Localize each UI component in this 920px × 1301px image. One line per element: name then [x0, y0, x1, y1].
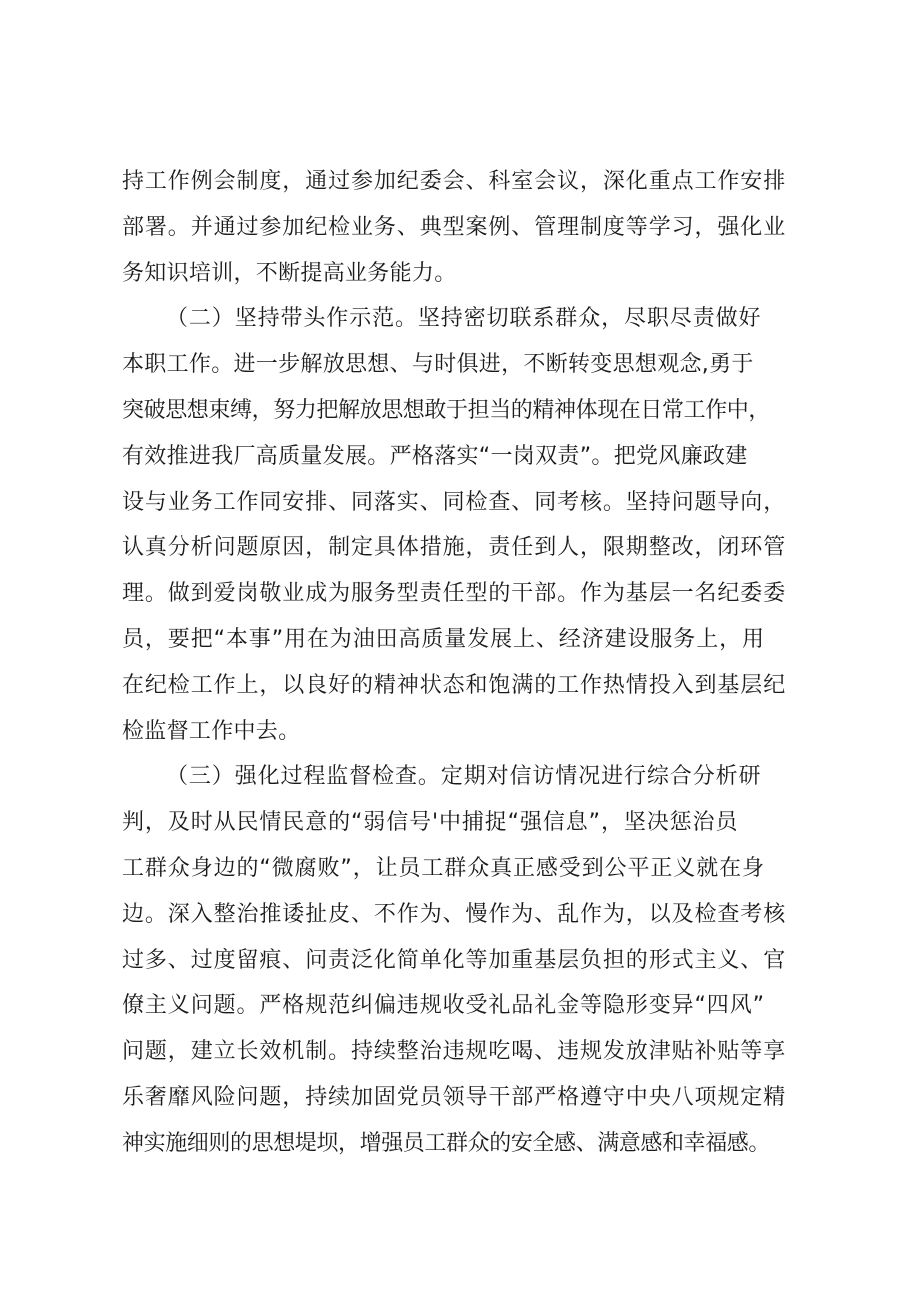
- text-line: 神实施细则的思想堤坝，增强员工群众的安全感、满意感和幸福感。: [122, 1130, 771, 1156]
- text-line: 僚主义问题。严格规范纠偏违规收受礼品礼金等隐形变异“四风”: [122, 993, 765, 1019]
- text-line: 过多、过度留痕、问责泛化简单化等加重基层负担的形式主义、官: [122, 947, 787, 973]
- paragraph-2: [122, 296, 798, 754]
- document-body: [122, 159, 798, 1167]
- text-line: 在纪检工作上，以良好的精神状态和饱满的工作热情投入到基层纪: [122, 672, 787, 698]
- text-line: 判，及时从民情民意的“弱信号'中捕捉“强信息”，坚决惩治员: [122, 810, 739, 836]
- text-line: 认真分析问题原因，制定具体措施，责任到人，限期整改，闭环管: [122, 535, 787, 561]
- text-line: 持工作例会制度，通过参加纪委会、科室会议，深化重点工作安排: [122, 169, 787, 194]
- text-line: 检监督工作中去。: [122, 718, 301, 744]
- text-line: （二）坚持带头作示范。坚持密切联系群众，尽职尽责做好: [166, 306, 762, 332]
- paragraph-3: [122, 754, 798, 1166]
- text-line: 部署。并通过参加纪检业务、典型案例、管理制度等学习，强化业: [122, 214, 787, 240]
- text-line: 突破思想束缚，努力把解放思想敢于担当的精神体现在日常工作中，: [122, 397, 771, 423]
- text-line: 工群众身边的“微腐败”，让员工群众真正感受到公平正义就在身: [122, 855, 765, 881]
- text-line: 问题，建立长效机制。持续整治违规吃喝、违规发放津贴补贴等享: [122, 1039, 787, 1065]
- text-line: 设与业务工作同安排、同落实、同检查、同考核。坚持问题导向，: [122, 489, 787, 515]
- text-line: 有效推进我厂高质量发展。严格落实“一岗双责”。把党风廉政建: [122, 443, 748, 469]
- text-line: 理。做到爱岗敬业成为服务型责任型的干部。作为基层一名纪委委: [122, 581, 787, 607]
- text-line: （三）强化过程监督检查。定期对信访情况进行综合分析研: [166, 764, 762, 790]
- paragraph-1: [122, 159, 798, 296]
- text-line: 务知识培训，不断提高业务能力。: [122, 260, 457, 286]
- text-line: 边。深入整治推诿扯皮、不作为、慢作为、乱作为，以及检查考核: [122, 901, 787, 927]
- text-line: 本职工作。进一步解放思想、与时俱进，不断转变思想观念,勇于: [122, 352, 754, 378]
- text-line: 员，要把“本事”用在为油田高质量发展上、经济建设服务上，用: [122, 626, 765, 652]
- text-line: 乐奢靡风险问题，持续加固党员领导干部严格遵守中央八项规定精: [122, 1084, 787, 1110]
